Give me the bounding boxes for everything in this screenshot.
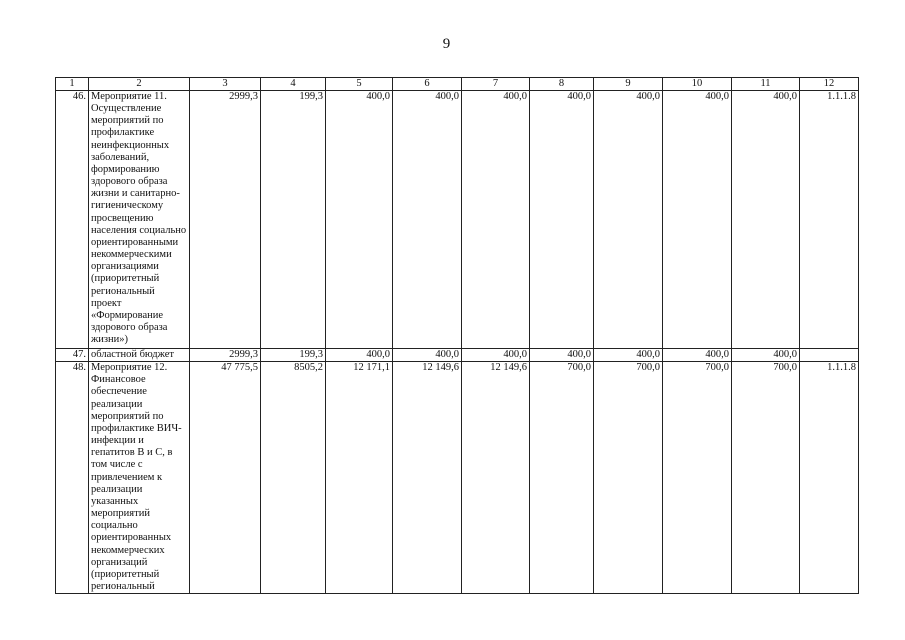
row-value: 400,0: [530, 91, 594, 349]
row-value: 700,0: [732, 362, 800, 594]
row-value: 12 149,6: [462, 362, 530, 594]
row-value: 12 149,6: [393, 362, 462, 594]
row-value: 400,0: [462, 349, 530, 362]
row-value: 700,0: [594, 362, 663, 594]
row-value: 400,0: [393, 91, 462, 349]
column-header: 4: [261, 78, 326, 91]
column-header: 7: [462, 78, 530, 91]
row-value: 199,3: [261, 349, 326, 362]
row-index: 47.: [56, 349, 89, 362]
column-header: 9: [594, 78, 663, 91]
table-row: [56, 362, 859, 594]
row-value: 400,0: [326, 349, 393, 362]
row-value: 47 775,5: [190, 362, 261, 594]
table-row: [56, 91, 859, 349]
row-code: [800, 349, 859, 362]
column-header: 2: [89, 78, 190, 91]
page-number: 9: [442, 36, 451, 52]
row-value: 400,0: [326, 91, 393, 349]
row-value: 400,0: [462, 91, 530, 349]
column-header: 8: [530, 78, 594, 91]
row-value: 400,0: [663, 349, 732, 362]
row-value: 199,3: [261, 91, 326, 349]
row-value: 400,0: [594, 91, 663, 349]
row-value: 12 171,1: [326, 362, 393, 594]
row-value: 400,0: [732, 349, 800, 362]
column-header: 5: [326, 78, 393, 91]
row-value: 400,0: [594, 349, 663, 362]
row-value: 400,0: [663, 91, 732, 349]
row-code: 1.1.1.8: [800, 362, 859, 594]
budget-table: [55, 77, 859, 594]
row-name: Мероприятие 11. Осуществление мероприятий по профилактике неинфекционных заболеваний, формированию здорового образа жизни и санитарно-гигиеническому просвещению населения социально ориентированными некоммерческими организациями (приоритетный региональный проект «Формирование здорового образа жизни»): [89, 91, 190, 349]
row-value: 400,0: [732, 91, 800, 349]
row-code: 1.1.1.8: [800, 91, 859, 349]
row-name: областной бюджет: [89, 349, 190, 362]
table-row: [56, 349, 859, 362]
column-header: 1: [56, 78, 89, 91]
column-header: 6: [393, 78, 462, 91]
row-value: 400,0: [393, 349, 462, 362]
row-value: 2999,3: [190, 91, 261, 349]
row-value: 700,0: [663, 362, 732, 594]
row-index: 46.: [56, 91, 89, 349]
row-name: Мероприятие 12. Финансовое обеспечение реализации мероприятий по профилактике ВИЧ-инфекции и гепатитов В и С, в том числе с привлечением к реализации указанных мероприятий социально ориентированных некоммерческих организаций (приоритетный региональный: [89, 362, 190, 594]
row-value: 8505,2: [261, 362, 326, 594]
row-index: 48.: [56, 362, 89, 594]
column-header: 12: [800, 78, 859, 91]
column-header: 11: [732, 78, 800, 91]
row-value: 400,0: [530, 349, 594, 362]
header-row: [56, 78, 859, 91]
column-header: 10: [663, 78, 732, 91]
column-header: 3: [190, 78, 261, 91]
row-value: 2999,3: [190, 349, 261, 362]
row-value: 700,0: [530, 362, 594, 594]
